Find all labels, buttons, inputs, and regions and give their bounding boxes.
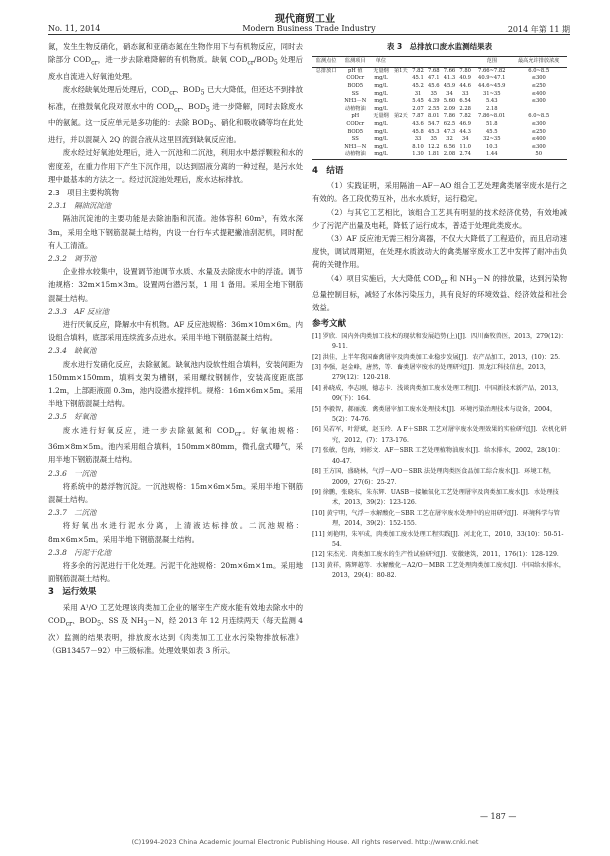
table-cell: ≤250 [531,82,546,89]
table-cell: 34 [446,90,453,97]
table-row [312,91,567,99]
paragraph: 废水经过好氧池处理后，进入一沉池和二沉池，利用水中悬浮颗粒和水的密度差，在重力作用下产生下沉作用，以达到固液分离的一种过程，是污水处理中最基本的方法之一。经过沉淀池处理后，废水达标排放。 [48,148,303,184]
table-cell [312,144,340,152]
table-row [312,98,567,106]
section-heading: 3 运行效果 [48,587,97,598]
table-cell: 44.6 [459,82,471,89]
table-cell: 45.3 [427,128,440,135]
table-cell: 11.0 [459,143,471,150]
table-cell: 无量纲 [373,67,389,74]
table-cell: mg/L [374,90,388,97]
table-cell: mg/L [374,82,388,89]
table-cell: mg/L [374,98,388,105]
table-cell: 5.45 [412,98,424,105]
paragraph: 废水进行好氧反应，进一步去除氨氮和 $COD_{cr}$。好氧池规格：36m×8m×5m。池内采用组合填料，150mm×80mm，微孔盘式曝气，采用半地下钢筋混凝土结构。 [48,425,303,465]
table-cell: 动植物油 [340,151,370,159]
left-column [48,40,303,657]
table-header-cell: 监测点位 [312,57,340,68]
table-cell: 46.9 [459,120,471,127]
table-row [312,83,567,91]
table-cell: ≤300 [531,143,546,150]
subsection-heading: 2.3.8 污泥干化池 [48,547,112,557]
table-cell [392,91,411,99]
table-cell: 6.54 [459,98,471,105]
table-cell [312,106,340,114]
table-cell: 2.08 [442,151,458,159]
table-cell: 8.10 [412,143,424,150]
page-number: — 187 — [480,812,517,821]
right-column [312,40,567,582]
table-cell: BOD5 [347,128,364,135]
table-cell [392,144,411,152]
table-caption: 表 3 总排放口废水监测结果表 [386,42,493,51]
table-cell: 51.8 [485,120,498,127]
table-cell: mg/L [370,151,391,159]
table-cell [392,121,411,129]
paragraph: 将多余的污泥进行干化处理。污泥干化池规格：20m×6m×1m。采用地面钢筋混凝土结构。 [48,561,303,584]
journal-english-title: Modern Business Trade Industry [242,24,376,33]
issue-number-right: 2014 年第 11 期 [507,25,570,34]
table-cell: 12.2 [427,143,440,150]
table-cell [392,129,411,137]
table-cell: 7.82 [459,113,471,120]
section-heading: 2.3 项目主要构筑物 [48,187,119,197]
table-cell: 第1天 [393,67,408,74]
table-cell: 35 [430,136,438,143]
table-cell: mg/L [374,136,388,143]
reference-item: [12] 宋杰光．肉类加工废水的生产性试验研究[J]．安徽建筑，2011，176(1)：128-129． [312,551,564,559]
reference-item: [1] 罗欣．国内外肉类加工技术的现状和发展趋势(上)[J]．四川畜牧兽医，2013，279(12)：9-11． [312,332,567,351]
conclusion-item: （2）与其它工艺相比，该组合工艺具有明显的技术经济优势，有效地减少了污泥产出量及电耗，降低了运行成本，普适于处理此类废水。 [312,207,567,230]
reference-item: [8] 王方国，盛晓林，气浮－A/O－SBR 法处理肉类医食品加工综合废水[J]．环境工程，2009，27(6)：25-27． [312,468,556,486]
reference-item: [4] 孙晓成，李志刚，德志卡．浅谈肉类加工废水处理工程[J]．中国新技术新产品，2013，09(下)：164． [312,384,563,403]
table-cell: 45.5 [485,128,498,135]
table-cell: SS [351,90,359,97]
table-cell [392,136,411,144]
copyright-footer: (C)1994-2023 China Academic Journal Electronic Publishing House. All rights reserved. http://www.cnki.net [131,838,479,846]
subsection-heading: 2.3.3 AF 反应池 [48,306,110,316]
table-cell: ≤300 [531,98,546,105]
subsection-heading: 2.3.7 二沉池 [48,508,97,518]
table-cell: 62.5 [443,120,456,127]
table-header-cell: 最高允许排放浓度 [510,57,567,68]
section-heading: 4 结语 [312,165,344,176]
table-cell: 2.09 [443,105,456,112]
table-cell [510,106,567,114]
paragraph: 企业排水较集中，设置调节池调节水质、水量及去除废水中的浮渣。调节池规格：32m×15m×3m。设置两台潜污泵，1 用 1 备用。采用全地下钢筋混凝土结构。 [48,267,303,303]
table-cell: 7.66 [443,67,456,74]
table-cell: 4.39 [427,98,440,105]
reference-item: [3] 李强，赵金峰，唐然，等．畜类屠宰废水的处理研究[J]．黑龙江科技信息，2013，279(12)：120-218． [312,364,550,382]
table-cell: ≤300 [531,75,546,82]
table-cell: 7.87 [412,113,424,120]
table-cell: 1.30 [410,151,426,159]
reference-item: [7] 张敏，包海，刘彰文．AF－SBR 工艺处理植物油废水[J]．给水排水，2002，28(10)：40-47． [312,447,564,465]
table-cell: 7.86~8.01 [478,113,506,120]
table-cell: 2.74 [457,151,473,159]
reference-item: [9] 徐鹏，张晓东，朱东辉．UASB－接触氧化工艺处理屠宰及肉类加工废水[J]．水处理技术，2013，39(2)：123-126． [312,488,559,507]
table-cell: 32 [446,136,453,143]
header-rule [48,34,570,35]
table-cell: NH3－N [344,143,367,150]
table-cell: 35 [430,90,438,97]
table-cell: 47.1 [427,75,440,82]
table-cell [392,75,411,83]
table-row [312,113,567,121]
table-cell: 45.6 [427,82,440,89]
table-cell: 2.55 [427,105,440,112]
table-cell: 2.07 [412,105,424,112]
table-cell: 31 [414,90,422,97]
references-list [312,332,567,582]
table-cell: 无量纲 [373,113,389,120]
reference-item: [11] 刘艳明，朱军成，肉类加工废水处理工程实践[J]．河北化工，2010，33(10)：50-51-54． [312,530,564,548]
table-cell: 8.01 [427,113,440,120]
table-cell [312,121,340,129]
table-cell: 40.9 [459,75,471,82]
table-cell: 45.8 [412,128,424,135]
table-cell: ≤400 [531,136,546,143]
references-heading: 参考文献 [312,318,347,329]
subsection-heading: 2.3.1 隔油沉淀池 [48,201,112,211]
table-cell: 1.44 [473,151,510,159]
table-cell: CODcr [346,120,365,127]
table-cell: 5.43 [485,98,498,105]
table-cell: 40.9~47.1 [478,75,506,82]
table-cell: 44.3 [459,128,471,135]
table-cell: SS [351,136,359,143]
table-cell: 45.2 [412,82,424,89]
table-cell: 6.56 [443,143,456,150]
table-cell: CODcr [346,75,365,82]
table-cell [312,98,340,106]
table-header-cell: 监测项目 [340,57,370,68]
table-cell: 44.6~45.9 [478,82,506,89]
table-cell: 32~35 [482,136,501,143]
table-cell: 6.0~8.5 [528,67,550,74]
table-cell: 41.3 [443,75,456,82]
paragraph: 氮，发生生物反硝化，硝态氮和亚硝态氮在生物作用下与有机物反应，同时去除部分 $COD_{cr}$，进一步去除难降解的有机物质。缺氧 $COD_{cr}/BOD_5$ 处理后废水自流进入好氧池处理。 [48,42,303,81]
paragraph: 隔油沉淀池的主要功能是去除油脂和沉渣。池体容积 60m³，有效水深 3m，采用全地下钢筋混凝土结构，内设一台行车式提耙撇油刮泥机，同时配有人工清渣。 [48,214,303,250]
table-row [312,151,567,159]
table-cell: mg/L [374,128,388,135]
table-cell [312,83,340,91]
table-cell: mg/L [374,120,388,127]
table-cell: 7.68 [427,67,440,74]
table-cell: 7.80 [459,67,471,74]
table-cell: 动植物油 [344,105,366,112]
conclusion-item: （4）项目实施后，大大降低 $COD_{cr}$ 和 $NH_3-N$ 的排放量，达到污染物总量控制目标，减轻了水体污染压力，具有良好的环境效益、经济效益和社会效益。 [312,273,567,313]
table-cell: 43.6 [412,120,424,127]
table-cell: 47.3 [443,128,456,135]
table-row [312,75,567,83]
table-cell [392,151,411,159]
reference-item: [10] 黄宁明，气浮－水解酸化－SBR 工艺在屠宰废水处理中的应用研究[J]．环境科学与管理，2014，39(2)：152-155． [312,509,560,528]
table-header-cell: 范围 [473,57,510,68]
table-cell: 2.28 [459,105,471,112]
table-cell: 7.86 [443,113,456,120]
subsection-heading: 2.3.5 好氧池 [48,412,97,422]
table-cell [312,129,340,137]
issue-number-left: No. 11, 2014 [48,24,101,33]
paragraph: 废水进行发硝化反应，去除氨氮。缺氧池内设软性组合填料，安装间距为 150mm×150mm，填料支架为槽钢，采用螺纹钢制作，安装高度距底部 1.2m，上部距液面 0.3m，池内设潜水搅拌机。规格：16m×6m×5m。采用半地下钢筋混凝土结构。 [48,359,303,409]
table-header-cell [392,57,474,68]
table-cell: 10.3 [485,143,498,150]
table-cell: mg/L [374,143,388,150]
table-cell: mg/L [374,105,388,112]
table-cell: 7.66~7.82 [478,67,506,74]
table-row [312,106,567,114]
table-cell: NH3－N [344,98,367,105]
table-cell: ≤400 [531,90,546,97]
table-row [312,121,567,129]
table-cell: 总排放口 [315,67,337,74]
table-cell: 33 [461,90,469,97]
table-cell [312,136,340,144]
paragraph: 采用 A¹/O 工艺处理该肉类加工企业的屠宰生产废水能有效地去除水中的 $COD_{cr}$、$BOD_5$、SS 及 $NH_3-N$，经 2013 年 12 月连续两天（每天监测 4 次）监测的结果表明，排放废水达到《肉类加工工业水污染物排放标准》（GB13457－92）中三级标准。处理效果如表 3 所示。 [48,602,304,655]
table-cell: 5.60 [443,98,456,105]
table-cell: pH [351,113,360,120]
table-cell: pH 值 [347,67,363,74]
table-cell: 6.0~8.5 [528,113,550,120]
table-header-row [312,57,567,68]
reference-item: [13] 黄祥，陈辉越等．水解酸化－A2/O－MBR 工艺处理肉类加工废水[J]．中国给水排水，2013，29(4)：80-82． [312,561,566,580]
table-cell: 45.1 [412,75,424,82]
conclusion-item: （3）AF 反应池无需三相分离器，不仅大大降低了工程造价，而且启动速度快，调试周期短，在处理水质波动大的禽类屠宰废水工艺中发挥了耐冲击负荷的关键作用。 [312,233,567,270]
table-cell: 31~35 [482,90,501,97]
subsection-heading: 2.3.2 调节池 [48,253,97,263]
results-table [312,56,567,160]
reference-item: [2] 洪佳，上半年我国畜禽屠宰及肉类加工业稳步发展[J]．农产品加工，2013，(10)：25． [312,353,565,361]
subsection-heading: 2.3.6 一沉池 [48,468,97,478]
paragraph: 废水经缺氧处理后处理后，$COD_{cr}$、$BOD_5$ 已大大降低，但还达不到排放标准，在推鼓氧化段对原水中的 $COD_{cr}$、$BOD_5$ 进一步降解，同时去除废水中的氨氮。这一反应单元是多功能的：去除 $BOD_5$、硝化和吸收磷等均在此处进行，并以混凝入 2Q 的混合液从这里回流到缺氧反应池。 [48,85,303,145]
table-cell: mg/L [374,75,388,82]
table-cell: 45.9 [443,82,456,89]
table-cell: 7.82 [412,67,424,74]
table-cell: 50 [510,151,567,159]
table-row [312,136,567,144]
table-cell: ≤300 [531,120,546,127]
paragraph: 进行厌氧反应，降解水中有机物。AF 反应池规格：36m×10m×6m。内设组合填料，底部采用连续流多点进水。采用半地下钢筋混凝土结构。 [48,319,303,343]
paragraph: 将系统中的悬浮物沉淀。一沉池规格：15m×6m×5m。采用半地下钢筋混凝土结构。 [48,481,303,505]
table-cell [312,91,340,99]
table-cell: ≤250 [531,128,546,135]
table-cell [312,113,340,121]
table-cell: 34 [461,136,469,143]
paragraph: 将好氧出水进行泥水分离，上清液达标排放。二沉池规格：8m×6m×5m。采用半地下钢筋混凝土结构。 [48,521,303,544]
table-cell: 2.18 [485,105,498,112]
table-cell [392,83,411,91]
table-cell: 54.7 [427,120,440,127]
table-header-cell: 单位 [370,57,391,68]
table-cell: BOD5 [347,82,364,89]
conclusion-item: （1）实践证明，采用隔油－AF－AO 组合工艺处理禽类屠宰废水是行之有效的。各工段优势互补，出水水质好，运行稳定。 [312,181,567,204]
table-cell: 33 [414,136,422,143]
subsection-heading: 2.3.4 缺氧池 [48,346,97,356]
table-body [312,67,567,159]
reference-item: [5] 李毅智，郝丽波．禽类屠宰加工废水处理技术[J]．环境污染治理技术与设备，2004，5(2)：74-76． [312,405,557,424]
table-cell [392,98,411,106]
journal-title: 现代商贸工业 [275,14,335,25]
table-cell: 第2天 [393,113,408,120]
reference-item: [6] 吴若军，叶舒斌，赵玉玲．A F＋SBR 工艺对屠宰废水处理效果的实验研究[J]．农机化研究，2012，(7)：173-176． [312,426,567,444]
table-cell [312,151,340,159]
table-cell [312,75,340,83]
table-row [312,67,567,75]
table-cell: 1.81 [426,151,442,159]
table-row [312,129,567,137]
